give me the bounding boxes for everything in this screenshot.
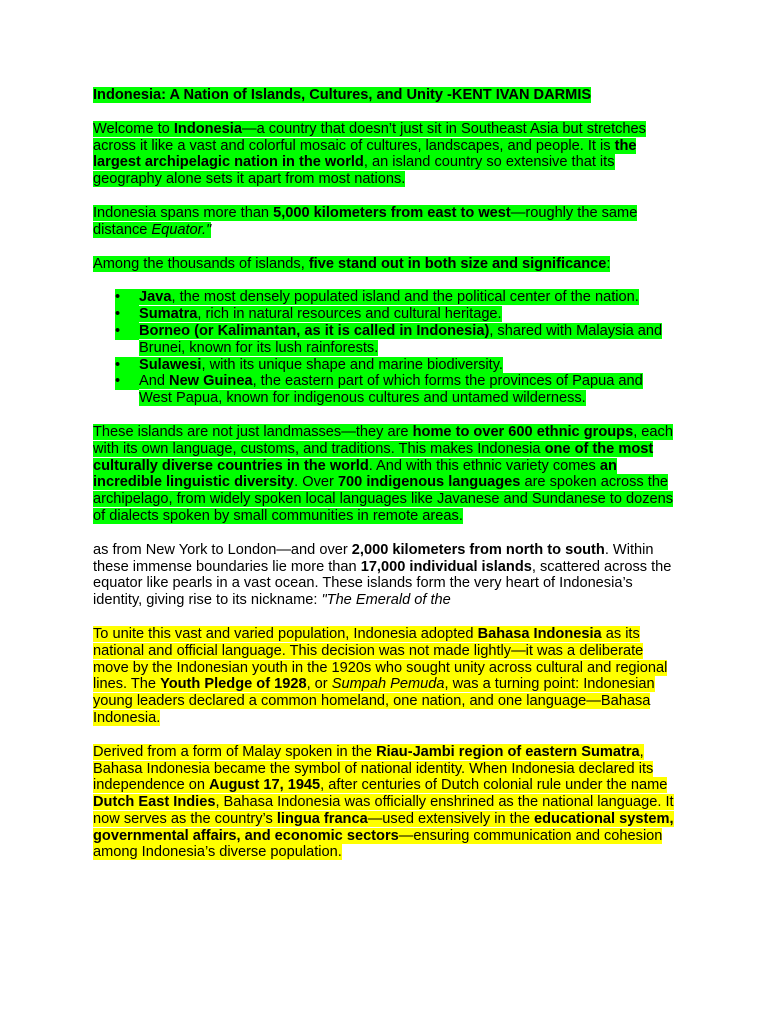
- list-item: • Sumatra, rich in natural resources and cultural heritage.: [115, 306, 502, 323]
- bullet-icon: •: [115, 323, 139, 340]
- paragraph-intro: Welcome to Indonesia—a country that doesn’t just sit in Southeast Asia but stretches across it like a vast and colorful mosaic of cultures, landscapes, and people. It is the largest archipelagic nation in the world, an island country so extensive that its geography alone sets it apart from most nations.: [93, 120, 646, 188]
- paragraph-national-identity: Derived from a form of Malay spoken in the Riau-Jambi region of eastern Sumatra, Bahasa Indonesia became the symbol of national identity. When Indonesia declared its independence on August 17, 1945, after centuries of Dutch colonial rule under the name Dutch East Indies, Bahasa Indonesia was officially enshrined as the national language. It now serves as the country’s lingua franca—used extensively in the educational system, governmental affairs, and economic sectors—ensuring communication and cohesion among Indonesia’s diverse population.: [93, 743, 674, 861]
- paragraph-language: To unite this vast and varied population, Indonesia adopted Bahasa Indonesia as its national and official language. This decision was not made lightly—it was a deliberate move by the Indonesian youth in the 1920s who sought unity across cultural and regional lines. The Youth Pledge of 1928, or Sumpah Pemuda, was a turning point: Indonesian young leaders declared a common homeland, one nation, and one language—Bahasa Indonesia.: [93, 625, 668, 726]
- bullet-icon: •: [115, 373, 139, 390]
- bullet-icon: •: [115, 306, 139, 323]
- islands-list: [93, 289, 675, 407]
- list-item: • Sulawesi, with its unique shape and marine biodiversity.: [115, 356, 503, 373]
- bullet-icon: •: [115, 289, 139, 306]
- list-item: • And New Guinea, the eastern part of which forms the provinces of Papua and West Papua, known for indigenous cultures and untamed wilderness.: [115, 373, 643, 407]
- paragraph-geography: as from New York to London—and over 2,000 kilometers from north to south. Within these immense boundaries lie more than 17,000 individual islands, scattered across the equator like pearls in a vast ocean. These islands form the very heart of Indonesia’s identity, giving rise to its nickname: "The Emerald of the: [93, 541, 672, 609]
- document-title: Indonesia: A Nation of Islands, Cultures, and Unity -KENT IVAN DARMIS: [93, 87, 592, 103]
- paragraph-ethnic-diversity: These islands are not just landmasses—they are home to over 600 ethnic groups, each with its own language, customs, and traditions. This makes Indonesia one of the most culturally diverse countries in the world. And with this ethnic variety comes an incredible linguistic diversity. Over 700 indigenous languages are spoken across the archipelago, from widely spoken local languages like Javanese and Sundanese to dozens of dialects spoken by small communities in remote areas.: [93, 423, 674, 524]
- list-item: • Borneo (or Kalimantan, as it is called in Indonesia), shared with Malaysia and Brunei, known for its lush rainforests.: [115, 322, 663, 356]
- paragraph-islands-intro: Among the thousands of islands, five stand out in both size and significance:: [93, 255, 611, 272]
- bullet-icon: •: [115, 357, 139, 374]
- paragraph-span: Indonesia spans more than 5,000 kilometers from east to west—roughly the same distance Equator.": [93, 204, 638, 238]
- list-item: • Java, the most densely populated island and the political center of the nation.: [115, 289, 639, 306]
